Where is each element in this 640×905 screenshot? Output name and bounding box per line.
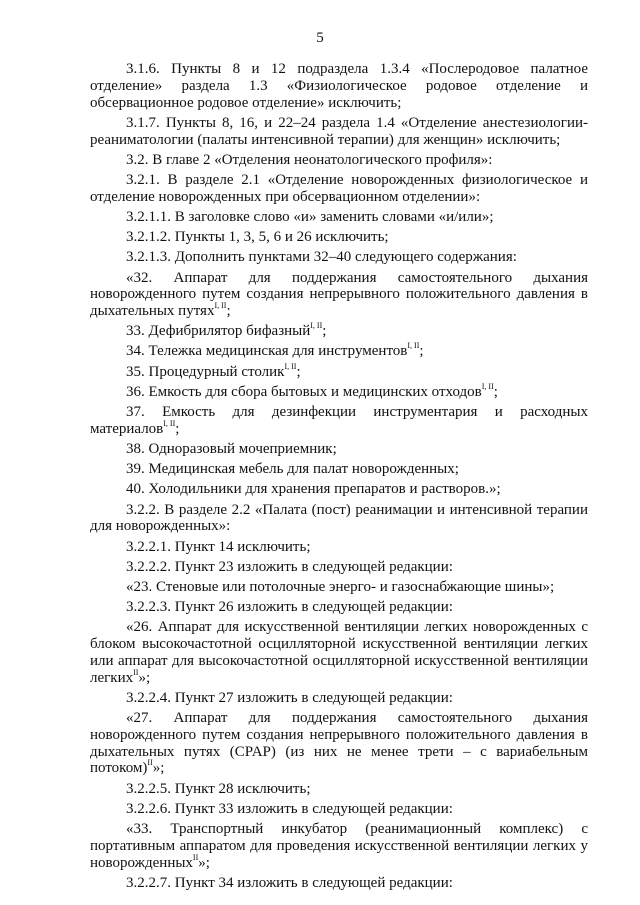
paragraph-punctuation: ; <box>322 323 327 340</box>
paragraph <box>90 502 588 536</box>
paragraph <box>90 619 588 686</box>
paragraph-punctuation: »; <box>198 854 210 871</box>
paragraph-text: 3.2.1.1. В заголовке слово «и» заменить словами «и/или»; <box>126 208 494 225</box>
paragraph <box>90 481 588 498</box>
paragraph-text: «27. Аппарат для поддержания самостоятельного дыхания новорожденного путем создания непрерывного положительного давления в дыхательных путях (CPAP) (из них не менее трети – с вариабельным потоком) <box>90 710 588 777</box>
paragraph <box>90 249 588 266</box>
paragraph-text: 3.1.7. Пункты 8, 16, и 22–24 раздела 1.4 «Отделение анестезиологии-реаниматологии (палаты интенсивной терапии) для женщин» исключить; <box>90 114 588 148</box>
paragraph-text: 40. Холодильники для хранения препаратов и растворов.»; <box>126 481 501 498</box>
paragraph <box>90 599 588 616</box>
paragraph <box>90 172 588 206</box>
paragraph-text: 38. Одноразовый мочеприемник; <box>126 441 337 458</box>
paragraph-punctuation: ; <box>493 383 498 400</box>
paragraph <box>90 361 588 381</box>
paragraph-text: 3.2.2.4. Пункт 27 изложить в следующей редакции: <box>126 689 453 706</box>
paragraph <box>90 875 588 892</box>
footnote-marker: I, II <box>310 321 323 331</box>
paragraph <box>90 209 588 226</box>
paragraph-text: 3.2.2.6. Пункт 33 изложить в следующей редакции: <box>126 800 453 817</box>
document-body <box>90 61 588 895</box>
paragraph <box>90 152 588 169</box>
paragraph-text: 33. Дефибрилятор бифазный <box>126 323 311 340</box>
paragraph-text: 37. Емкость для дезинфекции инструментария и расходных материалов <box>90 404 588 437</box>
paragraph <box>90 710 588 777</box>
paragraph <box>90 61 588 111</box>
footnote-marker: II <box>133 667 139 677</box>
paragraph <box>90 579 588 596</box>
paragraph-punctuation: »; <box>152 760 165 777</box>
paragraph <box>90 115 588 149</box>
paragraph-punctuation: ; <box>419 343 424 360</box>
paragraph <box>90 461 588 478</box>
paragraph <box>90 801 588 818</box>
paragraph-text: «32. Аппарат для поддержания самостоятельного дыхания новорожденного путем создания непрерывного положительного давления в дыхательных путях <box>90 269 588 320</box>
paragraph-punctuation: ; <box>226 303 231 320</box>
paragraph <box>90 343 588 360</box>
paragraph <box>90 781 588 798</box>
paragraph <box>90 821 588 871</box>
paragraph-text: 3.1.6. Пункты 8 и 12 подраздела 1.3.4 «Послеродовое палатное отделение» раздела 1.3 «Физиологическое родовое отделение и обсервационное родовое отделение» исключить; <box>90 61 588 111</box>
paragraph <box>90 404 588 438</box>
paragraph-text: 3.2.2.1. Пункт 14 исключить; <box>126 538 311 555</box>
paragraph-text: 3.2.2.7. Пункт 34 изложить в следующей редакции: <box>126 874 453 891</box>
paragraph-text: 3.2.2. В разделе 2.2 «Палата (пост) реанимации и интенсивной терапии для новорожденных»: <box>90 501 588 535</box>
footnote-marker: II <box>147 758 153 768</box>
paragraph <box>90 559 588 576</box>
paragraph-text: 35. Процедурный столик <box>126 363 285 380</box>
paragraph <box>90 270 588 320</box>
paragraph-text: «33. Транспортный инкубатор (реанимационный комплекс) с портативным аппаратом для проведения искусственной вентиляции легких у новорожденных <box>90 821 588 871</box>
paragraph-text: «23. Стеновые или потолочные энерго- и газоснабжающие шины»; <box>126 578 555 595</box>
paragraph-text: «26. Аппарат для искусственной вентиляции легких новорожденных с блоком высокочастотной осцилляторной искусственной вентиляции легких или аппарат для высокочастотной осцилляторной искусственной вентиляции легких <box>90 619 588 686</box>
footnote-marker: II <box>192 852 199 862</box>
paragraph-punctuation: ; <box>175 420 180 437</box>
paragraph <box>90 690 588 707</box>
paragraph-text: 39. Медицинская мебель для палат новорожденных; <box>126 461 459 478</box>
paragraph <box>90 539 588 556</box>
footnote-marker: I, II <box>284 361 297 371</box>
paragraph <box>90 229 588 246</box>
paragraph-text: 3.2. В главе 2 «Отделения неонатологического профиля»: <box>126 151 493 168</box>
paragraph-text: 3.2.1.2. Пункты 1, 3, 5, 6 и 26 исключить; <box>126 229 389 246</box>
footnote-marker: I, II <box>481 381 494 391</box>
paragraph-text: 3.2.2.5. Пункт 28 исключить; <box>126 780 311 797</box>
paragraph-text: 36. Емкость для сбора бытовых и медицинских отходов <box>126 383 482 400</box>
paragraph <box>90 441 588 458</box>
paragraph-punctuation: ; <box>296 363 301 380</box>
paragraph-text: 3.2.2.3. Пункт 26 изложить в следующей редакции: <box>126 599 453 616</box>
paragraph <box>90 323 588 340</box>
paragraph-text: 3.2.2.2. Пункт 23 изложить в следующей редакции: <box>126 558 453 575</box>
footnote-marker: I, II <box>214 301 227 311</box>
paragraph-text: 3.2.1.3. Дополнить пунктами 32–40 следующего содержания: <box>126 249 517 266</box>
paragraph-punctuation: »; <box>138 669 151 686</box>
paragraph <box>90 381 588 401</box>
paragraph-text: 34. Тележка медицинская для инструментов <box>126 343 408 360</box>
page-number: 5 <box>316 30 324 46</box>
footnote-marker: I, II <box>163 418 176 428</box>
footnote-marker: I, II <box>407 341 420 351</box>
paragraph-text: 3.2.1. В разделе 2.1 «Отделение новорожденных физиологическое и отделение новорожденных при обсервационном отделении»: <box>90 171 588 205</box>
